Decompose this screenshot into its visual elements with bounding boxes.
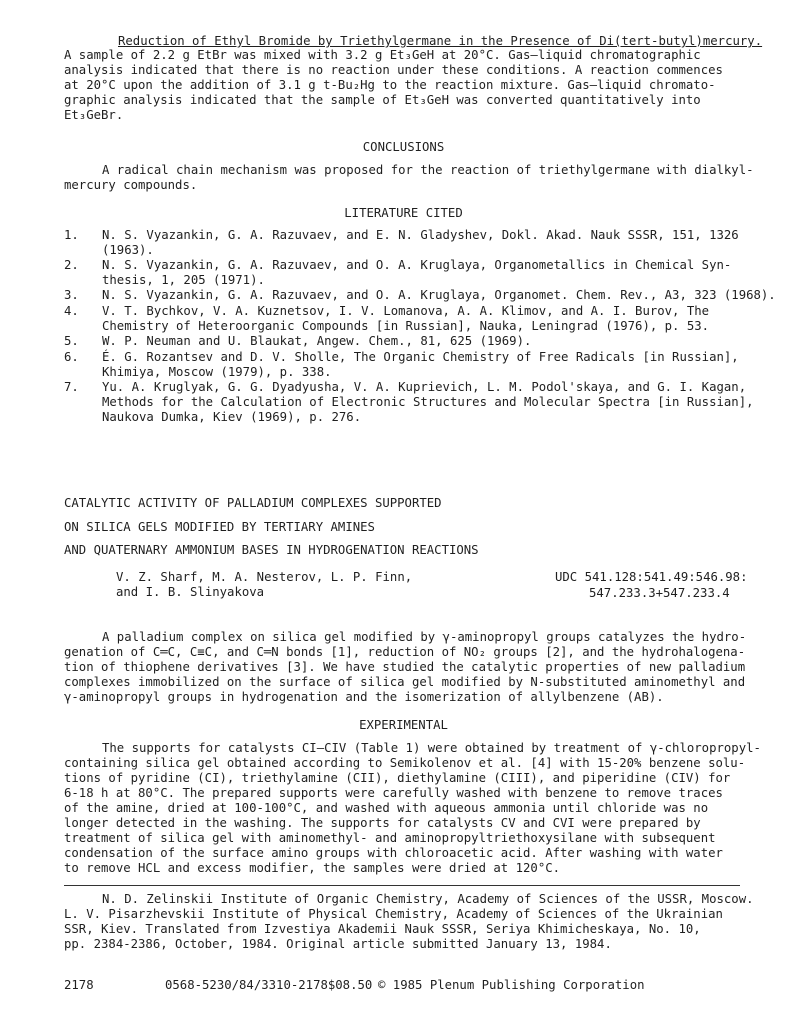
paragraph-line: A sample of 2.2 g EtBr was mixed with 3.2 g Et₃GeH at 20°C. Gas–liquid chromatographic [64,48,701,62]
reference-line: N. S. Vyazankin, G. A. Razuvaev, and O. A. Kruglaya, Organomet. Chem. Rev., A3, 323 (1968). [102,288,776,302]
abstract-line: genation of C═C, C≡C, and C═N bonds [1], reduction of NO₂ groups [2], and the hydrohalogena- [64,645,746,659]
experimental-line: to remove HCL and excess modifier, the samples were dried at 120°C. [64,861,561,875]
conclusions-heading: CONCLUSIONS [362,140,445,154]
reference-line: Chemistry of Heteroorganic Compounds [in Russian], Nauka, Leningrad (1976), p. 53. [102,319,710,333]
article-code: 0568-5230/84/3310-2178$08.50 [165,978,373,992]
reference-line: É. G. Rozantsev and D. V. Sholle, The Organic Chemistry of Free Radicals [in Russian], [102,350,739,364]
authors-line: V. Z. Sharf, M. A. Nesterov, L. P. Finn, [116,570,413,584]
reference-line: (1963). [102,243,154,257]
paragraph-line: graphic analysis indicated that the sample of Et₃GeH was converted quantitatively into [64,93,701,107]
reference-line: Khimiya, Moscow (1979), p. 338. [102,365,332,379]
footnote-line: pp. 2384-2386, October, 1984. Original article submitted January 13, 1984. [64,937,612,951]
experimental-line: longer detected in the washing. The supports for catalysts CV and CVI were prepared by [64,816,701,830]
paragraph-line: Et₃GeBr. [64,108,124,122]
experimental-line: of the amine, dried at 100-100°C, and washed with aqueous ammonia until chloride was no [64,801,709,815]
paragraph-line: analysis indicated that there is no reaction under these conditions. A reaction commences [64,63,723,77]
footnote-line: L. V. Pisarzhevskii Institute of Physical Chemistry, Academy of Sciences of the Ukrainian [64,907,723,921]
paragraph-line: A radical chain mechanism was proposed for the reaction of triethylgermane with dialkyl- [102,163,754,177]
section-title: Reduction of Ethyl Bromide by Triethylgermane in the Presence of Di(tert-butyl)mercury. [118,34,763,48]
reference-line: V. T. Bychkov, V. A. Kuznetsov, I. V. Lomanova, A. A. Klimov, and A. I. Burov, The [102,304,710,318]
reference-line: Naukova Dumka, Kiev (1969), p. 276. [102,410,362,424]
literature-heading: LITERATURE CITED [344,206,463,220]
reference-line: Methods for the Calculation of Electronic Structures and Molecular Spectra [in Russian], [102,395,754,409]
reference-line: N. S. Vyazankin, G. A. Razuvaev, and E. N. Gladyshev, Dokl. Akad. Nauk SSSR, 151, 1326 [102,228,739,242]
udc-line: 547.233.3+547.233.4 [589,586,730,600]
abstract-line: tion of thiophene derivatives [3]. We have studied the catalytic properties of new palladium [64,660,746,674]
paragraph-line: at 20°C upon the addition of 3.1 g t-Bu₂Hg to the reaction mixture. Gas–liquid chromato- [64,78,716,92]
article-title-line: ON SILICA GELS MODIFIED BY TERTIARY AMINES [64,520,375,534]
reference-number: 3. [64,288,79,302]
article-title-line: AND QUATERNARY AMMONIUM BASES IN HYDROGENATION REACTIONS [64,543,479,557]
reference-line: Yu. A. Kruglyak, G. G. Dyadyusha, V. A. Kuprievich, L. M. Podol'skaya, and G. I. Kagan, [102,380,747,394]
reference-line: N. S. Vyazankin, G. A. Razuvaev, and O. A. Kruglaya, Organometallics in Chemical Syn- [102,258,732,272]
paragraph-line: mercury compounds. [64,178,198,192]
experimental-line: condensation of the surface amino groups with chloroacetic acid. After washing with water [64,846,723,860]
footnote-line: N. D. Zelinskii Institute of Organic Chemistry, Academy of Sciences of the USSR, Moscow. [102,892,754,906]
abstract-line: A palladium complex on silica gel modified by γ-aminopropyl groups catalyzes the hydro- [102,630,747,644]
reference-number: 1. [64,228,79,242]
reference-number: 4. [64,304,79,318]
authors-line: and I. B. Slinyakova [116,585,265,599]
experimental-line: treatment of silica gel with aminomethyl- and aminopropyltriethoxysilane with subsequent [64,831,716,845]
abstract-line: complexes immobilized on the surface of silica gel modified by N-substituted aminomethyl and [64,675,746,689]
experimental-heading: EXPERIMENTAL [359,718,448,732]
reference-number: 7. [64,380,79,394]
copyright: © 1985 Plenum Publishing Corporation [378,978,645,992]
reference-number: 2. [64,258,79,272]
reference-number: 6. [64,350,79,364]
reference-number: 5. [64,334,79,348]
footnote-line: SSR, Kiev. Translated from Izvestiya Akademii Nauk SSSR, Seriya Khimicheskaya, No. 10, [64,922,701,936]
udc-line: UDC 541.128:541.49:546.98: [555,570,748,584]
reference-line: W. P. Neuman and U. Blaukat, Angew. Chem., 81, 625 (1969). [102,334,532,348]
experimental-line: The supports for catalysts CI–CIV (Table 1) were obtained by treatment of γ-chloropropyl- [102,741,761,755]
article-title-line: CATALYTIC ACTIVITY OF PALLADIUM COMPLEXES SUPPORTED [64,496,442,510]
abstract-line: γ-aminopropyl groups in hydrogenation and the isomerization of allylbenzene (AB). [64,690,664,704]
page-number: 2178 [64,978,94,992]
footnote-divider [64,885,740,886]
reference-line: thesis, 1, 205 (1971). [102,273,265,287]
experimental-line: containing silica gel obtained according to Semikolenov et al. [4] with 15-20% benzene solu- [64,756,746,770]
experimental-line: tions of pyridine (CI), triethylamine (CII), diethylamine (CIII), and piperidine (CIV) for [64,771,731,785]
experimental-line: 6-18 h at 80°C. The prepared supports were carefully washed with benzene to remove traces [64,786,723,800]
